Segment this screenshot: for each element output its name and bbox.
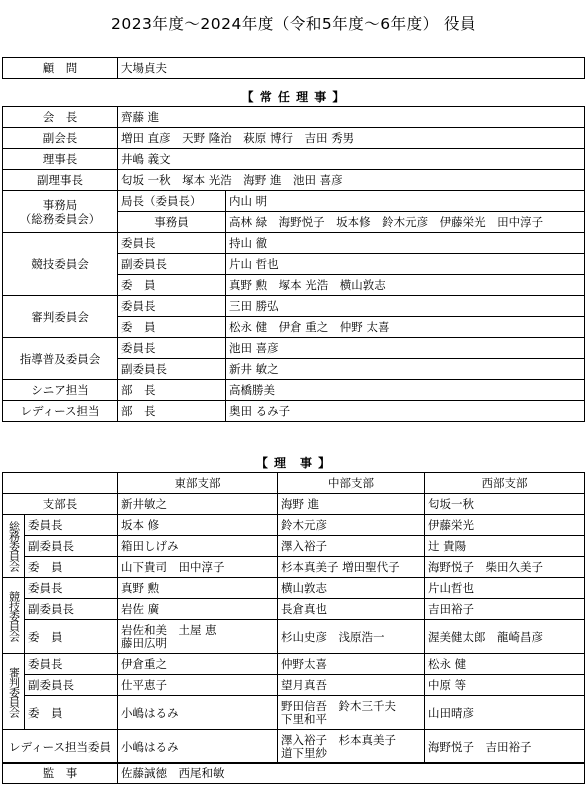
table-cell: 杉本真美子 増田聖代子	[278, 557, 425, 578]
table-cell: 横山敦志	[278, 578, 425, 599]
instruction-label: 指導普及委員会	[3, 338, 118, 380]
names-cell: 高林 緑 海野悦子 坂本修 鈴木元彦 伊藤栄光 田中淳子	[226, 212, 585, 233]
table-cell: 箱田しげみ	[118, 536, 278, 557]
table-row	[3, 675, 585, 696]
role-cell: 委員長	[118, 296, 226, 317]
standing-header: 【 常 任 理 事 】	[3, 86, 585, 107]
auditor-names: 佐藤誠徳 西尾和敏	[118, 763, 585, 784]
role-cell: 委 員	[118, 317, 226, 338]
page-title: 2023年度～2024年度（令和5年度～6年度） 役員	[110, 15, 477, 33]
names-cell: 持山 徹	[226, 233, 585, 254]
table-row	[3, 620, 585, 654]
role-cell: 委員長	[25, 578, 118, 599]
vice-chairman-names: 匂坂 一秋 塚本 光浩 海野 進 池田 喜彦	[118, 170, 585, 191]
referee-group-label: 審判委員会	[3, 654, 25, 730]
role-cell: 委員長	[25, 515, 118, 536]
role-cell: 委 員	[25, 557, 118, 578]
secretariat-label	[3, 191, 118, 233]
table-row	[3, 473, 585, 494]
senior-label: シニア担当	[3, 380, 118, 401]
table-row	[3, 599, 585, 620]
blank-header-cell	[3, 473, 118, 494]
table-row	[3, 730, 585, 764]
table-cell: 辻 貴陽	[425, 536, 585, 557]
table-cell: 新井敏之	[118, 494, 278, 515]
advisor-table	[2, 57, 585, 79]
column-header: 西部支部	[425, 473, 585, 494]
role-cell: 副委員長	[25, 599, 118, 620]
table-cell: 澤入裕子	[278, 536, 425, 557]
vice-president-names: 増田 直彦 天野 隆治 萩原 博行 吉田 秀男	[118, 128, 585, 149]
directors-table	[2, 452, 585, 764]
role-cell: 委 員	[25, 696, 118, 730]
names-cell: 真野 勲 塚本 光浩 横山敦志	[226, 275, 585, 296]
table-cell: 岩佐 廣	[118, 599, 278, 620]
role-cell: 事務員	[118, 212, 226, 233]
names-cell: 内山 明	[226, 191, 585, 212]
table-cell: 澤入裕子 杉本真美子 道下里紗	[278, 730, 425, 764]
table-cell: 匂坂一秋	[425, 494, 585, 515]
table-cell: 海野悦子 吉田裕子	[425, 730, 585, 764]
role-cell: 委員長	[118, 338, 226, 359]
chairman-names: 井嶋 義文	[118, 149, 585, 170]
advisor-names: 大場貞夫	[118, 58, 585, 79]
role-cell: 部 長	[118, 380, 226, 401]
names-cell: 松永 健 伊倉 重之 仲野 太喜	[226, 317, 585, 338]
names-cell: 片山 哲也	[226, 254, 585, 275]
table-cell: 仲野太喜	[278, 654, 425, 675]
table-cell: 片山哲也	[425, 578, 585, 599]
table-cell: 鈴木元彦	[278, 515, 425, 536]
table-row	[3, 296, 585, 317]
role-cell: 委 員	[118, 275, 226, 296]
names-cell: 奥田 るみ子	[226, 401, 585, 422]
table-row	[3, 233, 585, 254]
table-row	[3, 149, 585, 170]
auditor-row	[3, 763, 585, 784]
table-row	[3, 696, 585, 730]
auditor-label: 監 事	[3, 763, 118, 784]
role-cell: 副委員長	[25, 536, 118, 557]
table-row	[3, 515, 585, 536]
directors-header: 【 理 事 】	[3, 452, 585, 473]
table-cell: 杉山史彦 浅原浩一	[278, 620, 425, 654]
table-cell: 小嶋はるみ	[118, 696, 278, 730]
table-cell: 長倉真也	[278, 599, 425, 620]
ladies-committee-label: レディース担当委員	[3, 730, 118, 764]
referee-label: 審判委員会	[3, 296, 118, 338]
role-cell: 委 員	[25, 620, 118, 654]
table-cell: 望月真吾	[278, 675, 425, 696]
ladies-label: レディース担当	[3, 401, 118, 422]
table-cell: 真野 勲	[118, 578, 278, 599]
vice-chairman-label: 副理事長	[3, 170, 118, 191]
competition-label: 競技委員会	[3, 233, 118, 296]
table-row	[3, 654, 585, 675]
table-cell: 小嶋はるみ	[118, 730, 278, 764]
chairman-label: 理事長	[3, 149, 118, 170]
table-cell: 中原 等	[425, 675, 585, 696]
table-row	[3, 536, 585, 557]
competition-group-label: 競技委員会	[3, 578, 25, 654]
president-names: 齊藤 進	[118, 107, 585, 128]
names-cell: 三田 勝弘	[226, 296, 585, 317]
table-row	[3, 401, 585, 422]
column-header: 中部支部	[278, 473, 425, 494]
role-cell: 委員長	[25, 654, 118, 675]
names-cell: 新井 敏之	[226, 359, 585, 380]
table-row	[3, 557, 585, 578]
names-cell: 高橋勝美	[226, 380, 585, 401]
table-cell: 海野悦子 柴田久美子	[425, 557, 585, 578]
table-row	[3, 191, 585, 212]
branch-head-label: 支部長	[3, 494, 118, 515]
table-cell: 坂本 修	[118, 515, 278, 536]
table-row	[3, 128, 585, 149]
table-row	[3, 494, 585, 515]
auditor-table	[2, 762, 585, 784]
table-cell: 伊藤栄光	[425, 515, 585, 536]
table-cell: 仕平恵子	[118, 675, 278, 696]
role-cell: 副委員長	[118, 359, 226, 380]
role-cell: 委員長	[118, 233, 226, 254]
column-header: 東部支部	[118, 473, 278, 494]
table-row	[3, 380, 585, 401]
names-cell: 池田 喜彦	[226, 338, 585, 359]
advisor-label: 顧 問	[3, 58, 118, 79]
table-row	[3, 578, 585, 599]
table-cell: 松永 健	[425, 654, 585, 675]
table-row	[3, 170, 585, 191]
role-cell: 局長（委員長）	[118, 191, 226, 212]
table-cell: 伊倉重之	[118, 654, 278, 675]
secretariat-label-1: 事務局	[42, 197, 78, 212]
table-row	[3, 107, 585, 128]
table-cell: 山田晴彦	[425, 696, 585, 730]
role-cell: 副委員長	[25, 675, 118, 696]
secretariat-label-2: （総務委員会）	[19, 211, 101, 226]
table-cell: 野田信吾 鈴木三千夫 下里和平	[278, 696, 425, 730]
role-cell: 部 長	[118, 401, 226, 422]
table-cell: 海野 進	[278, 494, 425, 515]
table-cell: 岩佐和美 土屋 恵 藤田広明	[118, 620, 278, 654]
general-group-label: 総務委員会	[3, 515, 25, 578]
advisor-row	[3, 58, 585, 79]
table-cell: 山下貴司 田中淳子	[118, 557, 278, 578]
president-label: 会 長	[3, 107, 118, 128]
table-cell: 渥美健太郎 龍崎昌彦	[425, 620, 585, 654]
standing-directors-table	[2, 86, 585, 422]
table-cell: 吉田裕子	[425, 599, 585, 620]
table-row	[3, 338, 585, 359]
role-cell: 副委員長	[118, 254, 226, 275]
vice-president-label: 副会長	[3, 128, 118, 149]
